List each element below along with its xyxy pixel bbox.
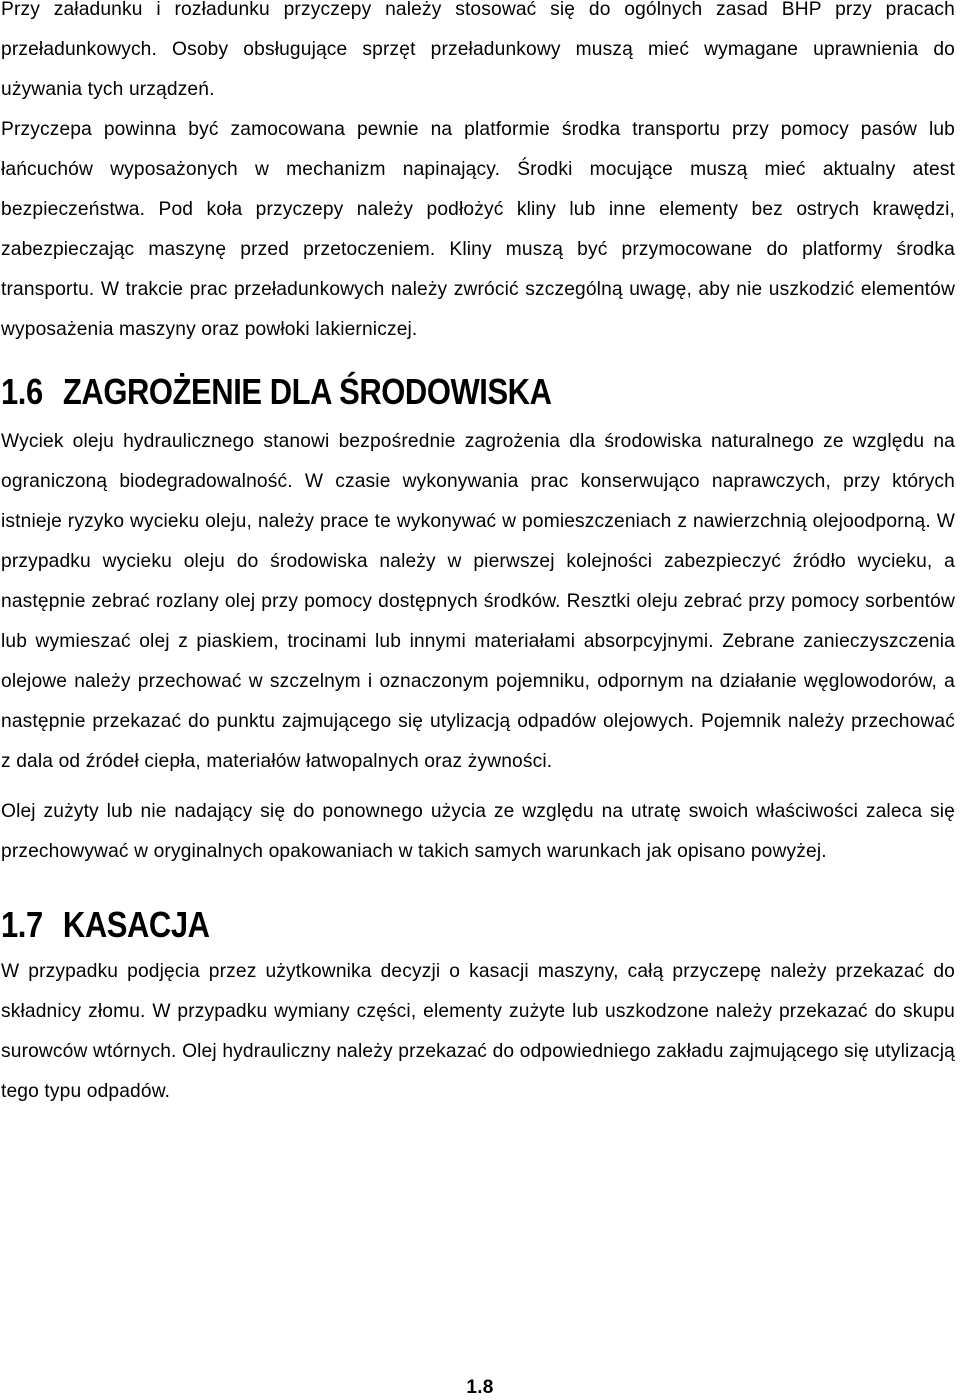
section-number: 1.6: [1, 371, 43, 412]
section-heading-disposal: [1, 905, 821, 945]
paragraph-oil-leak: Wyciek oleju hydraulicznego stanowi bezpośrednie zagrożenia dla środowiska naturalnego ze względu na ograniczoną biodegradowalność. W czasie wykonywania prac konserwująco naprawczych, przy których istnieje ryzyko wycieku oleju, należy prace te wykonywać w pomieszczeniach z nawierzchnią olejoodporną. W przypadku wycieku oleju do środowiska należy w pierwszej kolejności zabezpieczyć źródło wycieku, a następnie zebrać rozlany olej przy pomocy dostępnych środków. Resztki oleju zebrać przy pomocy sorbentów lub wymieszać olej z piaskiem, trocinami lub innymi materiałami absorpcyjnymi. Zebrane zanieczyszczenia olejowe należy przechować w szczelnym i oznaczonym pojemniku, odpornym na działanie węglowodorów, a następnie przekazać do punktu zajmującego się utylizacją odpadów olejowych. Pojemnik należy przechować z dala od źródeł ciepła, materiałów łatwopalnych oraz żywności.: [1, 431, 955, 772]
paragraph-loading-safety: Przy załadunku i rozładunku przyczepy należy stosować się do ogólnych zasad BHP przy pracach przeładunkowych. Osoby obsługujące sprzęt przeładunkowy muszą mieć wymagane uprawnienia do używania tych urządzeń.: [1, 0, 955, 100]
section-title: KASACJA: [62, 904, 210, 945]
page-number: 1.8: [466, 1377, 494, 1398]
paragraph-scrapping: W przypadku podjęcia przez użytkownika decyzji o kasacji maszyny, całą przyczepę należy przekazać do składnicy złomu. W przypadku wymiany części, elementy zużyte lub uszkodzone należy przekazać do skupu surowców wtórnych. Olej hydrauliczny należy przekazać do odpowiedniego zakładu zajmującego się utylizacją tego typu odpadów.: [1, 961, 955, 1102]
paragraph-trailer-securing: Przyczepa powinna być zamocowana pewnie na platformie środka transportu przy pomocy pasów lub łańcuchów wyposażonych w mechanizm napinający. Środki mocujące muszą mieć aktualny atest bezpieczeństwa. Pod koła przyczepy należy podłożyć kliny lub inne elementy bez ostrych krawędzi, zabezpieczając maszynę przed przetoczeniem. Kliny muszą być przymocowane do platformy środka transportu. W trakcie prac przeładunkowych należy zwrócić szczególną uwagę, aby nie uszkodzić elementów wyposażenia maszyny oraz powłoki lakierniczej.: [1, 119, 955, 340]
section-number: 1.7: [1, 904, 43, 945]
paragraph-used-oil: Olej zużyty lub nie nadający się do ponownego użycia ze względu na utratę swoich właściwości zaleca się przechowywać w oryginalnych opakowaniach w takich samych warunkach jak opisano powyżej.: [1, 801, 955, 862]
section-title: ZAGROŻENIE DLA ŚRODOWISKA: [62, 371, 552, 412]
section-heading-environment: [1, 372, 821, 412]
